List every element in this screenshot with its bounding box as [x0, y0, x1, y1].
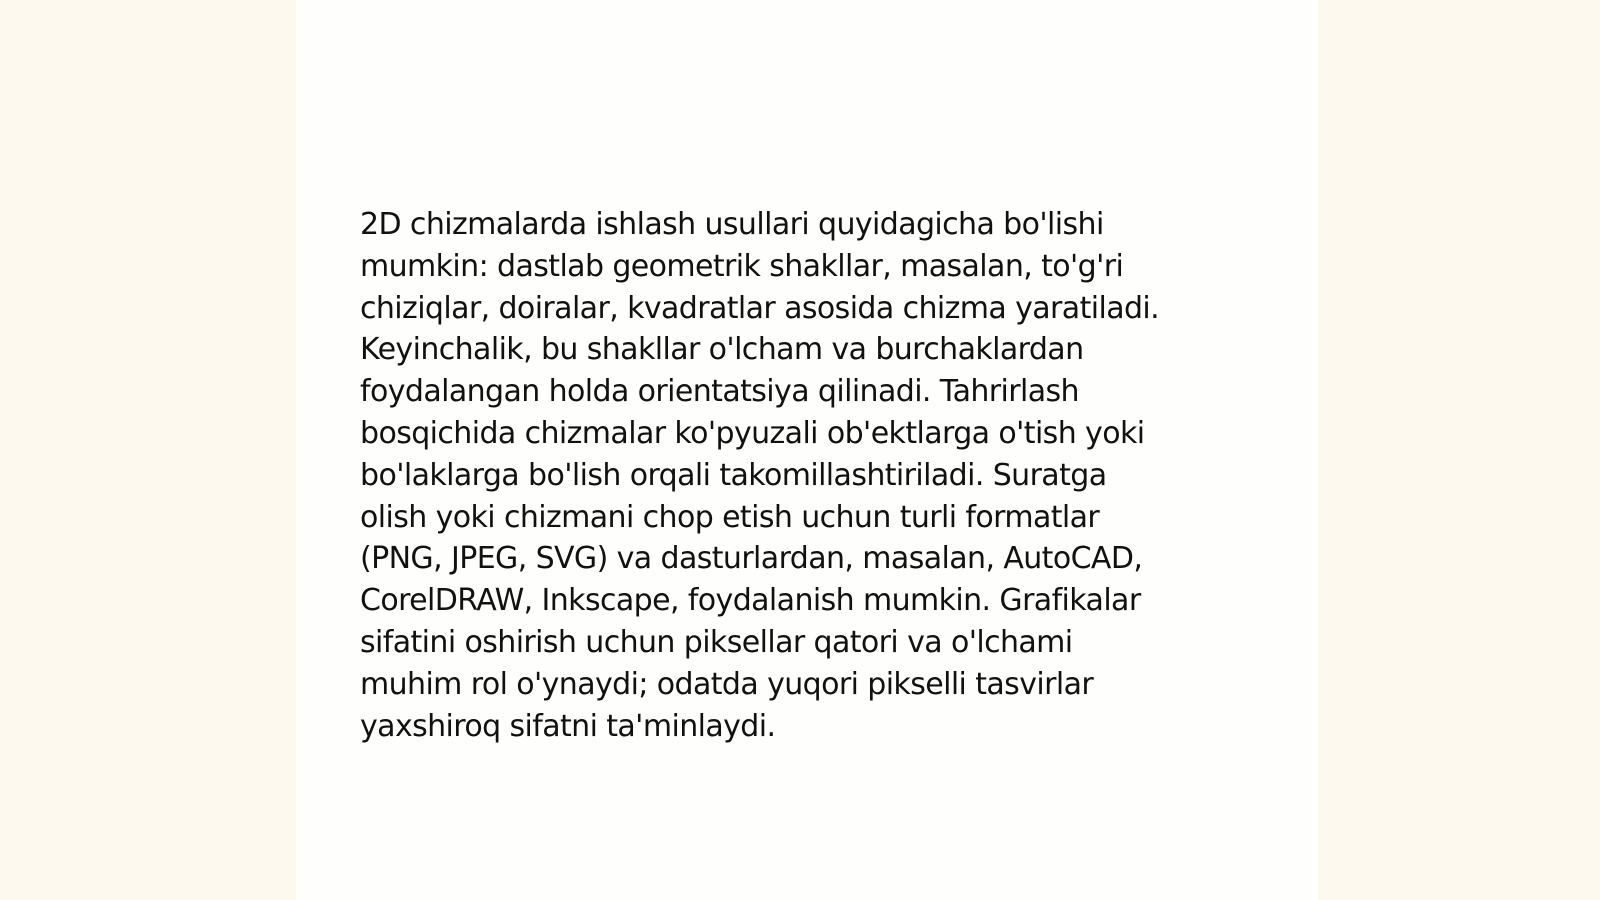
paragraph-line: 2D chizmalarda ishlash usullari quyidagicha bo'lishi	[360, 207, 1104, 242]
paragraph-line: yaxshiroq sifatni ta'minlaydi.	[360, 708, 776, 744]
paragraph-line: muhim rol o'ynaydi; odatda yuqori pikselli tasvirlar	[360, 666, 1094, 702]
paragraph-line: bosqichida chizmalar ko'pyuzali ob'ektlarga o'tish yoki	[360, 415, 1145, 451]
paragraph-line: sifatini oshirish uchun piksellar qatori va o'lchami	[360, 624, 1073, 660]
left-margin	[0, 0, 296, 900]
paragraph-line: bo'laklarga bo'lish orqali takomillashtiriladi. Suratga	[360, 457, 1107, 493]
document-page	[296, 0, 1318, 900]
paragraph-line: (PNG, JPEG, SVG) va dasturlardan, masalan, AutoCAD,	[360, 541, 1143, 577]
paragraph-line: olish yoki chizmani chop etish uchun turli formatlar	[360, 499, 1100, 535]
right-margin	[1318, 0, 1600, 900]
paragraph-line: Keyinchalik, bu shakllar o'lcham va burchaklardan	[360, 332, 1084, 368]
paragraph-line: mumkin: dastlab geometrik shakllar, masalan, to'g'ri	[360, 248, 1124, 284]
paragraph-line: CorelDRAW, Inkscape, foydalanish mumkin. Grafikalar	[360, 583, 1141, 619]
paragraph-line: foydalangan holda orientatsiya qilinadi. Tahrirlash	[360, 374, 1079, 410]
paragraph-line: chiziqlar, doiralar, kvadratlar asosida chizma yaratiladi.	[360, 290, 1160, 326]
body-paragraph	[360, 204, 1260, 747]
